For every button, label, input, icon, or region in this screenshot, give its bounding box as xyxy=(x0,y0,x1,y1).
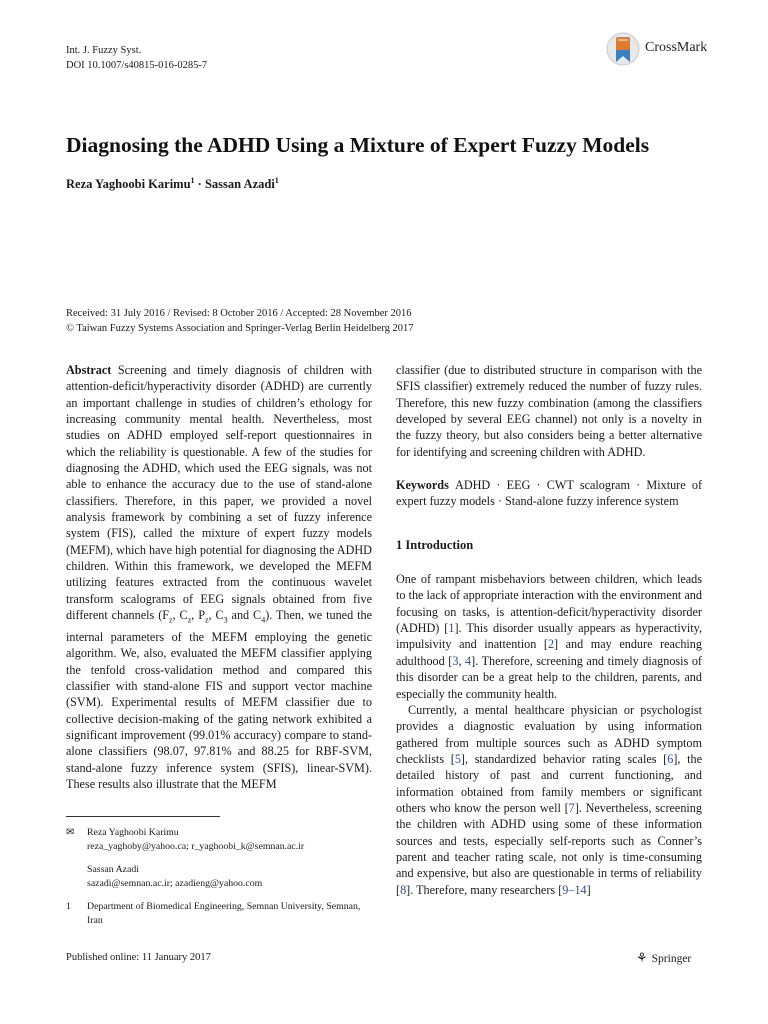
affiliation xyxy=(66,900,372,928)
affiliation-text: Department of Biomedical Engineering, Semnan University, Semnan, Iran xyxy=(87,901,361,926)
abstract-label: Abstract xyxy=(66,363,112,377)
paper-title: Diagnosing the ADHD Using a Mixture of Expert Fuzzy Models xyxy=(66,133,650,157)
published-date: Published online: 11 January 2017 xyxy=(66,952,211,963)
author-name: Reza Yaghoobi Karimu xyxy=(66,177,191,192)
author-name: Sassan Azadi xyxy=(204,177,275,192)
abstract-paragraph: Abstract Screening and timely diagnosis of children with attention-deficit/hyperactivity disorder (ADHD) are currently an important challenge in studies of children’s ethology for increasing community mental health. Nevertheless, most studies on ADHD employed self-report questionnaires in which the reliability is questionable. A few of the studies for diagnosing the ADHD, which used the EEG signals, was not able to enhance the accuracy due to the use of stand-alone classifiers. Therefore, in this paper, we provided a novel analysis framework by combining a set of fuzzy inference system (FIS), called the mixture of expert fuzzy models (MEFM), which have high potential for diagnosing the ADHD children. Within this framework, we developed the MEFM utilizing features extracted from the continuous wavelet transform scalograms of EEG signals obtained from five different channels ($F_z$, $C_z$, $P_z$, $C_3$ and $C_4$). Then, we tuned the internal parameters of the MEFM employing the genetic algorithm. We, also, evaluated the MEFM classifier applying the tenfold cross-validation method and compared this classifier with stand-alone FIS and support vector machine (SVM). Experimental results of MEFM classifier due to collective decision-making of the gating network exhibited a significant improvement (99.01% accuracy) compare to stand-alone classifiers (98.07, 97.81% and 88.25 for RBF-SVM, stand-alone fuzzy inference system (SFIS), linear-SVM). These results also illustrate that the MEFM xyxy=(66,363,372,792)
affiliation-marker: 1 xyxy=(274,176,279,185)
springer-horse-icon: ⚘ xyxy=(636,950,648,965)
citation-link[interactable]: 4 xyxy=(465,653,472,668)
coauthor xyxy=(66,863,372,891)
affiliation-marker: 1 xyxy=(190,176,195,185)
envelope-icon: ✉ xyxy=(66,827,75,838)
left-column xyxy=(66,362,372,792)
intro-paragraph: Currently, a mental healthcare physician or psychologist provides a diagnostic evaluation by using information gathered from multiple sources such as ADHD symptom checklists [5], standardized behavior rating scales [6], the detailed history of past and current functioning, and information obtained from family members or significant others who know the person well [7]. Nevertheless, screening the children with ADHD using some of these information sources and tests, especially self-reports such as Conner’s parent and teacher rating scale, not only is time-consuming and expensive, but also are questionable in terms of reliability [8]. Therefore, many researchers [9–14] xyxy=(396,702,703,897)
author-list xyxy=(66,176,279,192)
citation-link[interactable]: 7 xyxy=(568,800,575,815)
keywords-text: ADHD · EEG · CWT scalogram · Mixture of expert fuzzy models · Stand-alone fuzzy inference system xyxy=(396,478,702,509)
author-email[interactable]: sazadi@semnan.ac.ir; azadieng@yahoo.com xyxy=(87,878,263,889)
footnote-divider xyxy=(66,816,220,817)
doi[interactable]: DOI 10.1007/s40815-016-0285-7 xyxy=(66,60,208,71)
crossmark-icon xyxy=(606,30,640,68)
copyright-line: © Taiwan Fuzzy Systems Association and Springer-Verlag Berlin Heidelberg 2017 xyxy=(66,323,414,334)
citation-link[interactable]: 3 xyxy=(452,653,459,668)
author-separator: · xyxy=(194,177,205,192)
publisher-logo xyxy=(636,950,691,966)
article-history xyxy=(66,306,706,336)
keywords-paragraph xyxy=(396,477,702,510)
citation-link[interactable]: 9–14 xyxy=(562,882,587,897)
author-email[interactable]: reza_yaghoby@yahoo.ca; r_yaghoobi_k@semnan.ac.ir xyxy=(87,841,305,852)
section-heading: 1 Introduction xyxy=(396,537,474,552)
author-name: Reza Yaghoobi Karimu xyxy=(87,827,179,838)
right-column xyxy=(396,362,702,898)
intro-paragraph: One of rampant misbehaviors between children, which leads to the lack of appropriate interaction with the environment and focusing on tasks, is attention-deficit/hyperactivity disorder (ADHD) [1]. This disorder usually appears as hyperactivity, impulsivity and inattention [2] and may endure reaching adulthood [3, 4]. Therefore, screening and timely diagnosis of this disorder can be a great help to the children, parents, and especially the community health. xyxy=(396,572,702,701)
citation-link[interactable]: 1 xyxy=(448,621,455,636)
publisher-name: Springer xyxy=(651,953,692,965)
history-dates: Received: 31 July 2016 / Revised: 8 October 2016 / Accepted: 28 November 2016 xyxy=(66,308,412,319)
crossmark-label: CrossMark xyxy=(645,40,708,55)
footnotes xyxy=(66,826,372,928)
abstract-continuation: classifier (due to distributed structure in comparison with the SFIS classifier) extremely reduced the number of fuzzy rules. Therefore, this new fuzzy combination (among the classifiers developed by several EEG channel) not only is a novelty in the fuzzy theory, but also considers being a better alternative for identifying and screening children with ADHD. xyxy=(396,363,702,459)
keywords-label: Keywords xyxy=(396,478,449,493)
citation-link[interactable]: 8 xyxy=(400,882,407,897)
citation-link[interactable]: 5 xyxy=(454,751,461,766)
corresponding-author xyxy=(66,826,372,854)
author-name: Sassan Azadi xyxy=(87,864,139,875)
citation-link[interactable]: 6 xyxy=(667,751,674,766)
journal-info xyxy=(66,43,207,73)
journal-name: Int. J. Fuzzy Syst. xyxy=(66,45,142,56)
citation-link[interactable]: 2 xyxy=(547,637,555,652)
affiliation-marker: 1 xyxy=(66,901,71,912)
crossmark-badge[interactable] xyxy=(606,30,716,70)
